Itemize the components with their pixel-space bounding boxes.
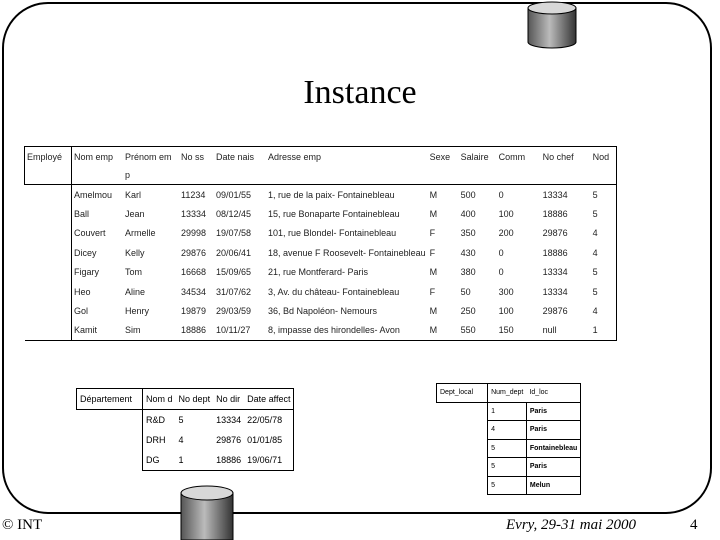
table-cell: 5 (178, 415, 184, 425)
table-cell: Melun (526, 476, 580, 495)
dept-local-table (436, 383, 581, 495)
column-header-continued (214, 166, 266, 185)
table-cell: Karl (125, 189, 142, 200)
blank-cell (77, 450, 143, 471)
column-header: No dir (213, 389, 244, 410)
table-row (25, 204, 617, 223)
table-cell: 101, rue Blondel- Fontainebleau (268, 228, 397, 239)
table-cell: 15, rue Bonaparte Fontainebleau (268, 209, 400, 220)
table-cell: 4 (178, 435, 184, 445)
table-cell: 21, rue Montferard- Paris (268, 267, 369, 278)
table-cell: Couvert (74, 228, 106, 239)
table-cell: 31/07/62 (216, 286, 252, 297)
table-cell: 1 (488, 402, 527, 421)
table-cell: Heo (74, 286, 91, 297)
blank-cell (25, 243, 72, 262)
table-cell: 20/06/41 (216, 247, 252, 258)
table-cell: Sim (123, 321, 179, 341)
table-cell: 150 (497, 321, 541, 341)
table-cell: Armelle (125, 228, 156, 239)
table-cell: F (429, 247, 436, 258)
table-row (25, 243, 617, 262)
table-cell: 10/11/27 (214, 321, 266, 341)
database-cylinder-icon (525, 0, 579, 50)
table-cell: Aline (125, 286, 146, 297)
column-header: Prénom em (123, 147, 179, 167)
database-cylinder-icon-bottom (178, 484, 236, 540)
table-cell: F (429, 286, 436, 297)
table-cell: 350 (460, 228, 476, 239)
table-row (25, 185, 617, 205)
table-cell: 13334 (542, 286, 568, 297)
table-cell: M (428, 321, 459, 341)
table-cell: Tom (125, 267, 143, 278)
table-cell: 15/09/65 (216, 267, 252, 278)
blank-cell (437, 439, 488, 458)
table-header-row-continued (25, 166, 617, 185)
column-header-continued (266, 166, 428, 185)
table-row (437, 458, 581, 477)
blank-cell (25, 301, 72, 320)
table-row (25, 224, 617, 243)
table-cell: 19/06/71 (244, 450, 294, 471)
table-cell: 300 (498, 286, 514, 297)
table-cell: Fontainebleau (526, 439, 580, 458)
column-header: Id_loc (526, 384, 580, 403)
column-header-continued (25, 166, 72, 185)
table-cell: 13334 (542, 267, 568, 278)
page-number: 4 (690, 517, 698, 533)
table-cell: 18886 (542, 247, 568, 258)
slide-title: Instance (303, 74, 417, 111)
table-cell: 18886 (213, 450, 244, 471)
footer-event: Evry, 29-31 mai 2000 (506, 517, 636, 533)
column-header: Date nais (214, 147, 266, 167)
column-header-continued (428, 166, 459, 185)
table-header-row (25, 147, 617, 167)
table-row (437, 402, 581, 421)
table-cell: 29876 (542, 228, 568, 239)
column-header-continued (497, 166, 541, 185)
table-cell: Kamit (72, 321, 124, 341)
table-cell: 0 (498, 189, 504, 200)
blank-cell (25, 282, 72, 301)
column-header-continued (591, 166, 617, 185)
table-cell: 19879 (181, 306, 207, 317)
table-cell: 13334 (216, 415, 242, 425)
column-header: Date affect (244, 389, 294, 410)
table-cell: 19/07/58 (216, 228, 252, 239)
table-cell: DG (143, 450, 176, 471)
table-cell: M (429, 189, 438, 200)
table-cell: null (541, 321, 591, 341)
table-cell: 0 (498, 267, 504, 278)
table-cell: Paris (526, 458, 580, 477)
table-cell: 29876 (216, 435, 242, 445)
table-header-row (77, 389, 294, 410)
table-cell: 400 (460, 209, 476, 220)
column-header: Salaire (459, 147, 497, 167)
table-cell: M (429, 267, 438, 278)
table-cell: 100 (498, 209, 514, 220)
table-cell: Henry (125, 306, 150, 317)
table-cell: 09/01/55 (216, 189, 252, 200)
blank-cell (25, 224, 72, 243)
table-cell: Ball (74, 209, 90, 220)
table-row (77, 410, 294, 431)
blank-cell (437, 458, 488, 477)
column-header-continued (459, 166, 497, 185)
table-cell: Jean (125, 209, 145, 220)
table-cell: 11234 (181, 189, 206, 200)
table-cell: Figary (74, 267, 100, 278)
blank-cell (25, 263, 72, 282)
table-cell: 250 (460, 306, 476, 317)
table-cell: Dicey (74, 247, 97, 258)
table-cell: Paris (526, 421, 580, 440)
column-header: Nod (591, 147, 617, 167)
table-cell: 430 (460, 247, 476, 258)
blank-cell (437, 476, 488, 495)
table-cell: 29998 (181, 228, 207, 239)
table-cell: 16668 (181, 267, 207, 278)
table-row (77, 450, 294, 471)
table-cell: 0 (498, 247, 504, 258)
column-header: Adresse emp (266, 147, 428, 167)
blank-cell (437, 402, 488, 421)
blank-cell (25, 321, 72, 341)
footer-copyright: © INT (2, 517, 43, 533)
table-cell: Paris (526, 402, 580, 421)
table-cell: 5 (488, 439, 527, 458)
table-cell: Gol (74, 306, 89, 317)
table-cell: 18886 (179, 321, 214, 341)
table-cell: 1 (176, 450, 214, 471)
blank-cell (77, 430, 143, 450)
table-cell: 4 (591, 243, 617, 262)
table-cell: 5 (591, 185, 617, 205)
column-header: Employé (25, 147, 72, 167)
table-row (437, 439, 581, 458)
table-cell: R&D (146, 415, 166, 425)
table-cell: F (429, 228, 436, 239)
blank-cell (25, 204, 72, 223)
table-cell: 100 (498, 306, 514, 317)
table-cell: 5 (591, 204, 617, 223)
table-cell: M (429, 209, 438, 220)
table-cell: 4 (488, 421, 527, 440)
table-cell: 550 (459, 321, 497, 341)
column-header-continued: p (123, 166, 179, 185)
table-row (25, 282, 617, 301)
table-cell: 200 (498, 228, 514, 239)
column-header: No chef (541, 147, 591, 167)
blank-cell (25, 185, 72, 205)
column-header: Dept_local (437, 384, 488, 403)
blank-cell (437, 421, 488, 440)
table-cell: 50 (460, 286, 471, 297)
table-cell: 380 (460, 267, 476, 278)
column-header-continued (179, 166, 214, 185)
column-header: Sexe (428, 147, 459, 167)
column-header: Num_dept (488, 384, 527, 403)
column-header: No dept (176, 389, 214, 410)
table-cell: 5 (591, 263, 617, 282)
table-cell: 1, rue de la paix- Fontainebleau (268, 189, 395, 200)
table-cell: 8, impasse des hirondelles- Avon (266, 321, 428, 341)
table-header-row (437, 384, 581, 403)
table-row (25, 263, 617, 282)
table-cell: 4 (591, 224, 617, 243)
table-cell: 5 (591, 282, 617, 301)
table-cell: 34534 (181, 286, 207, 297)
column-header-continued (541, 166, 591, 185)
column-header: Comm (497, 147, 541, 167)
table-cell: 13334 (181, 209, 207, 220)
table-cell: 29876 (181, 247, 207, 258)
table-row (25, 321, 617, 341)
table-cell: M (429, 306, 438, 317)
table-cell: 500 (460, 189, 476, 200)
table-cell: 01/01/85 (244, 430, 294, 450)
table-cell: 29/03/59 (216, 306, 252, 317)
employe-table (24, 146, 617, 341)
column-header: Nom emp (72, 147, 124, 167)
table-cell: 22/05/78 (244, 410, 294, 431)
table-cell: Amelmou (74, 189, 113, 200)
table-cell: 36, Bd Napoléon- Nemours (268, 306, 378, 317)
table-cell: 08/12/45 (216, 209, 252, 220)
table-row (437, 421, 581, 440)
table-cell: DRH (146, 435, 166, 445)
column-header-continued (72, 166, 124, 185)
table-cell: 13334 (542, 189, 568, 200)
column-header: No ss (179, 147, 214, 167)
table-cell: 5 (488, 476, 527, 495)
column-header: Nom d (143, 389, 176, 410)
table-cell: 5 (488, 458, 527, 477)
departement-table (76, 388, 294, 471)
blank-cell (77, 410, 143, 431)
column-header: Département (77, 389, 143, 410)
table-cell: 18886 (542, 209, 568, 220)
table-cell: 4 (591, 301, 617, 320)
table-row (77, 430, 294, 450)
table-cell: 3, Av. du château- Fontainebleau (268, 286, 400, 297)
table-cell: Kelly (125, 247, 145, 258)
table-cell: 1 (591, 321, 617, 341)
table-cell: 29876 (542, 306, 568, 317)
table-row (437, 476, 581, 495)
table-cell: 18, avenue F Roosevelt- Fontainebleau (268, 247, 426, 258)
table-row (25, 301, 617, 320)
